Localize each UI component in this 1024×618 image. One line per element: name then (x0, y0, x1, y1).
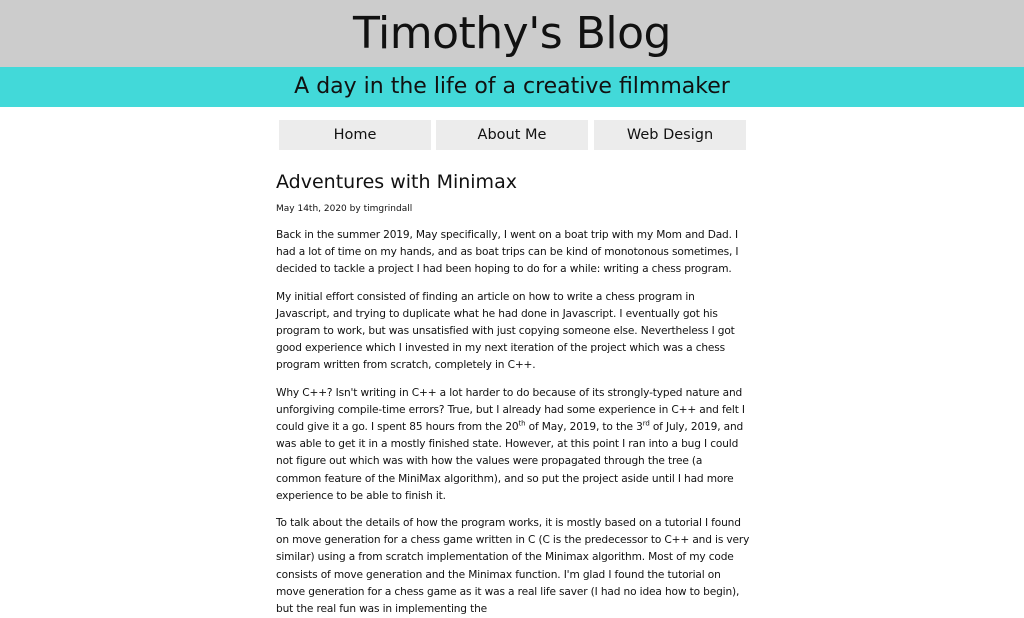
nav-item-home[interactable]: Home (279, 120, 431, 150)
post-date[interactable]: May 14th, 2020 (276, 204, 347, 214)
post-paragraph: Back in the summer 2019, May specifically, I went on a boat trip with my Mom and Dad. I had a lot of time on my hands, and as boat trips can be kind of monotonous sometimes, I decided to tackle a project I had been hoping to do for a while: writing a chess program. (276, 229, 739, 276)
tagline-bar (0, 67, 1024, 107)
post-body (276, 227, 750, 618)
site-title[interactable]: Timothy's Blog (353, 8, 671, 59)
site-tagline: A day in the life of a creative filmmaker (294, 74, 730, 99)
post-by-label: by (349, 204, 361, 214)
ordinal-suffix: th (518, 419, 526, 428)
post-title[interactable]: Adventures with Minimax (276, 171, 517, 193)
main-nav (279, 120, 746, 150)
post-paragraph (276, 385, 750, 505)
site-header (0, 0, 1024, 67)
paragraph-text: Why C++? Isn't writing in C++ a lot harder to do because of its strongly-typed nature and unforgiving compile-time errors? True, but I already had some experience in C++ and felt I could give it a go. I spent 85 hours from the 20 (276, 386, 745, 434)
post-paragraph: To talk about the details of how the program works, it is mostly based on a tutorial I found on move generation for a chess game written in C (C is the predecessor to C++ and is very similar) using a from scratch implementation of the Minimax algorithm. Most of my code consists of move generation and the Minimax function. I'm glad I found the tutorial on move generation for a chess game as it was a real life saver (I had no idea how to begin), but the real fun was in implementing the (276, 517, 750, 616)
nav-item-about-me[interactable]: About Me (436, 120, 588, 150)
post-author[interactable]: timgrindall (363, 204, 413, 214)
post-meta (276, 202, 750, 216)
paragraph-text: of May, 2019, to the 3 (525, 421, 643, 434)
paragraph-text: of July, 2019, and was able to get it in a mostly finished state. However, at this point I ran into a bug I could not figure out which was with how the values were propagated through the tree (a common feature of the MiniMax algorithm), and so put the project aside until I had more experience to be able to finish it. (276, 421, 744, 502)
post-paragraph: My initial effort consisted of finding an article on how to write a chess program in Javascript, and trying to duplicate what he had done in Javascript. I eventually got his program to work, but was unsatisfied with just copying someone else. Nevertheless I got good experience which I invested in my next iteration of the project which was a chess program written from scratch, completely in C++. (276, 290, 735, 372)
ordinal-suffix: rd (642, 419, 650, 428)
post-content (276, 168, 750, 618)
nav-item-web-design[interactable]: Web Design (594, 120, 746, 150)
